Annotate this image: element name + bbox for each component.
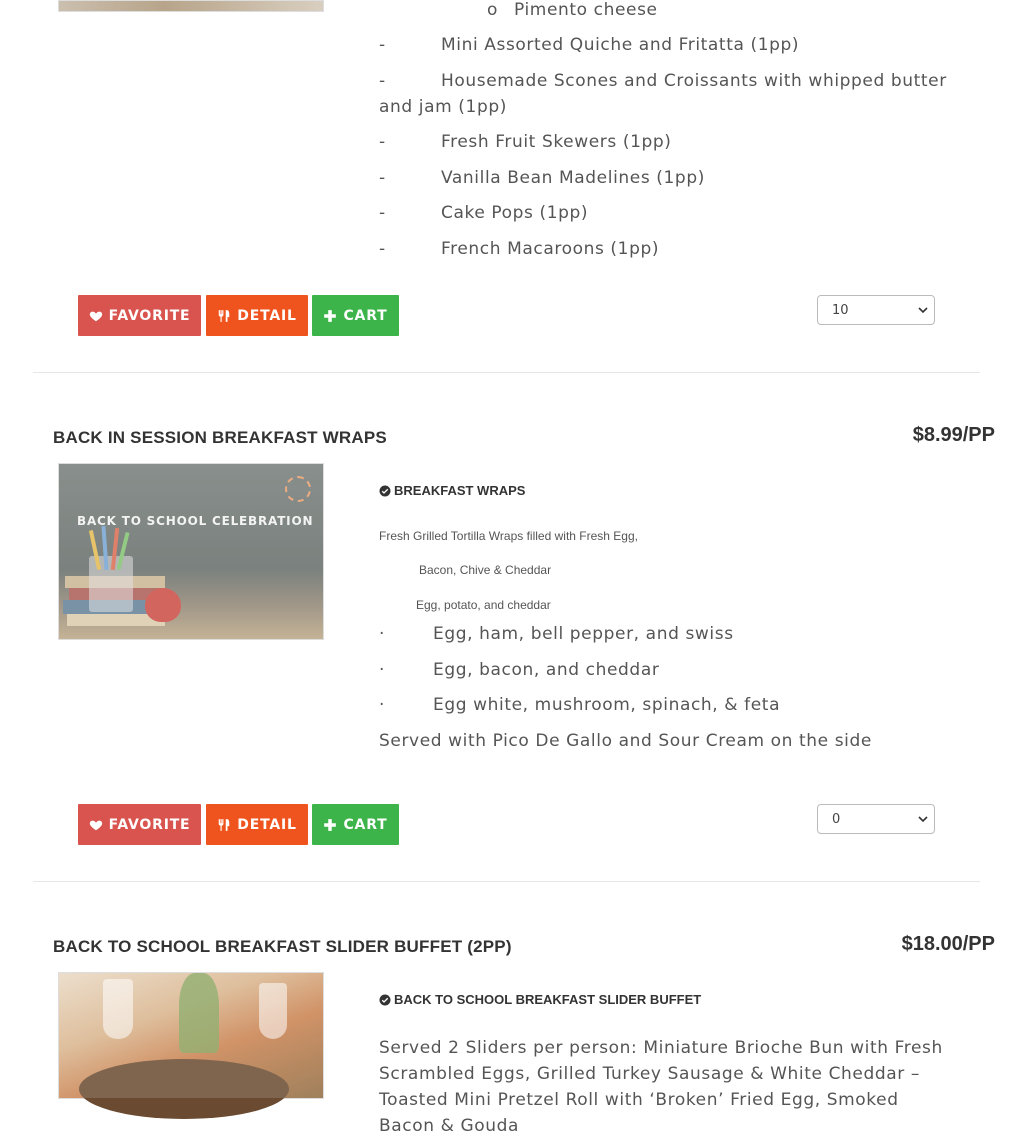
add-to-cart-button[interactable] bbox=[312, 295, 399, 336]
quantity-select[interactable] bbox=[817, 295, 935, 325]
menu-line: - Fresh Fruit Skewers (1pp) bbox=[379, 132, 672, 152]
check-circle-icon bbox=[379, 994, 391, 1006]
description-line: Egg, potato, and cheddar bbox=[416, 598, 551, 612]
served-note: Served with Pico De Gallo and Sour Cream on the side bbox=[379, 731, 872, 751]
favorite-label: FAVORITE bbox=[108, 307, 191, 324]
utensils-icon bbox=[217, 818, 231, 832]
description-line: Bacon, Chive & Cheddar bbox=[419, 563, 552, 577]
subheading-label: BACK TO SCHOOL BREAKFAST SLIDER BUFFET bbox=[394, 992, 702, 1007]
detail-label: DETAIL bbox=[237, 307, 297, 324]
subheading-label: BREAKFAST WRAPS bbox=[394, 483, 526, 498]
item-image bbox=[58, 972, 324, 1099]
menu-line: - Vanilla Bean Madelines (1pp) bbox=[379, 168, 705, 188]
chevron-down-icon bbox=[918, 814, 928, 824]
top-item-image bbox=[58, 0, 324, 12]
favorite-button[interactable] bbox=[78, 804, 201, 845]
add-to-cart-button[interactable] bbox=[312, 804, 399, 845]
item-divider bbox=[33, 881, 980, 882]
quantity-select[interactable] bbox=[817, 804, 935, 834]
utensils-icon bbox=[217, 309, 231, 323]
favorite-label: FAVORITE bbox=[108, 816, 191, 833]
menu-line: · Egg, bacon, and cheddar bbox=[379, 660, 660, 680]
check-circle-icon bbox=[379, 485, 391, 497]
menu-line: · Egg white, mushroom, spinach, & feta bbox=[379, 695, 781, 715]
item-subheading bbox=[379, 992, 701, 1007]
cart-label: CART bbox=[343, 816, 388, 833]
quantity-value: 0 bbox=[832, 811, 841, 827]
chevron-down-icon bbox=[918, 305, 928, 315]
detail-label: DETAIL bbox=[237, 816, 297, 833]
favorite-button[interactable] bbox=[78, 295, 201, 336]
menu-line: - Mini Assorted Quiche and Fritatta (1pp) bbox=[379, 35, 800, 55]
item-title: BACK TO SCHOOL BREAKFAST SLIDER BUFFET (2PP) bbox=[53, 937, 512, 956]
quantity-value: 10 bbox=[832, 302, 849, 318]
item-price: $18.00/PP bbox=[901, 933, 995, 955]
menu-line: o Pimento cheese bbox=[487, 0, 658, 20]
plus-icon bbox=[323, 309, 337, 323]
item-subheading bbox=[379, 483, 525, 498]
detail-button[interactable] bbox=[206, 295, 308, 336]
description-line: Fresh Grilled Tortilla Wraps filled with Fresh Egg, bbox=[379, 529, 638, 543]
item-title: BACK IN SESSION BREAKFAST WRAPS bbox=[53, 428, 387, 447]
menu-line: - French Macaroons (1pp) bbox=[379, 239, 660, 259]
menu-line: - Housemade Scones and Croissants with whipped butter and jam (1pp) bbox=[379, 71, 947, 117]
item-image bbox=[58, 463, 324, 640]
heart-icon bbox=[89, 818, 103, 832]
menu-line: · Egg, ham, bell pepper, and swiss bbox=[379, 624, 734, 644]
heart-icon bbox=[89, 309, 103, 323]
item-description: Served 2 Sliders per person: Miniature Brioche Bun with Fresh Scrambled Eggs, Grilled Turkey Sausage & White Cheddar – Toasted Mini Pretzel Roll with ‘Broken’ Fried Egg, Smoked Bacon & Gouda bbox=[379, 1038, 943, 1136]
image-overlay bbox=[59, 973, 323, 1098]
plus-icon bbox=[323, 818, 337, 832]
item-price: $8.99/PP bbox=[912, 424, 995, 446]
cart-label: CART bbox=[343, 307, 388, 324]
item-divider bbox=[33, 372, 980, 373]
image-caption: BACK TO SCHOOL CELEBRATION bbox=[77, 514, 314, 528]
image-overlay bbox=[59, 464, 323, 639]
menu-line: - Cake Pops (1pp) bbox=[379, 203, 589, 223]
detail-button[interactable] bbox=[206, 804, 308, 845]
